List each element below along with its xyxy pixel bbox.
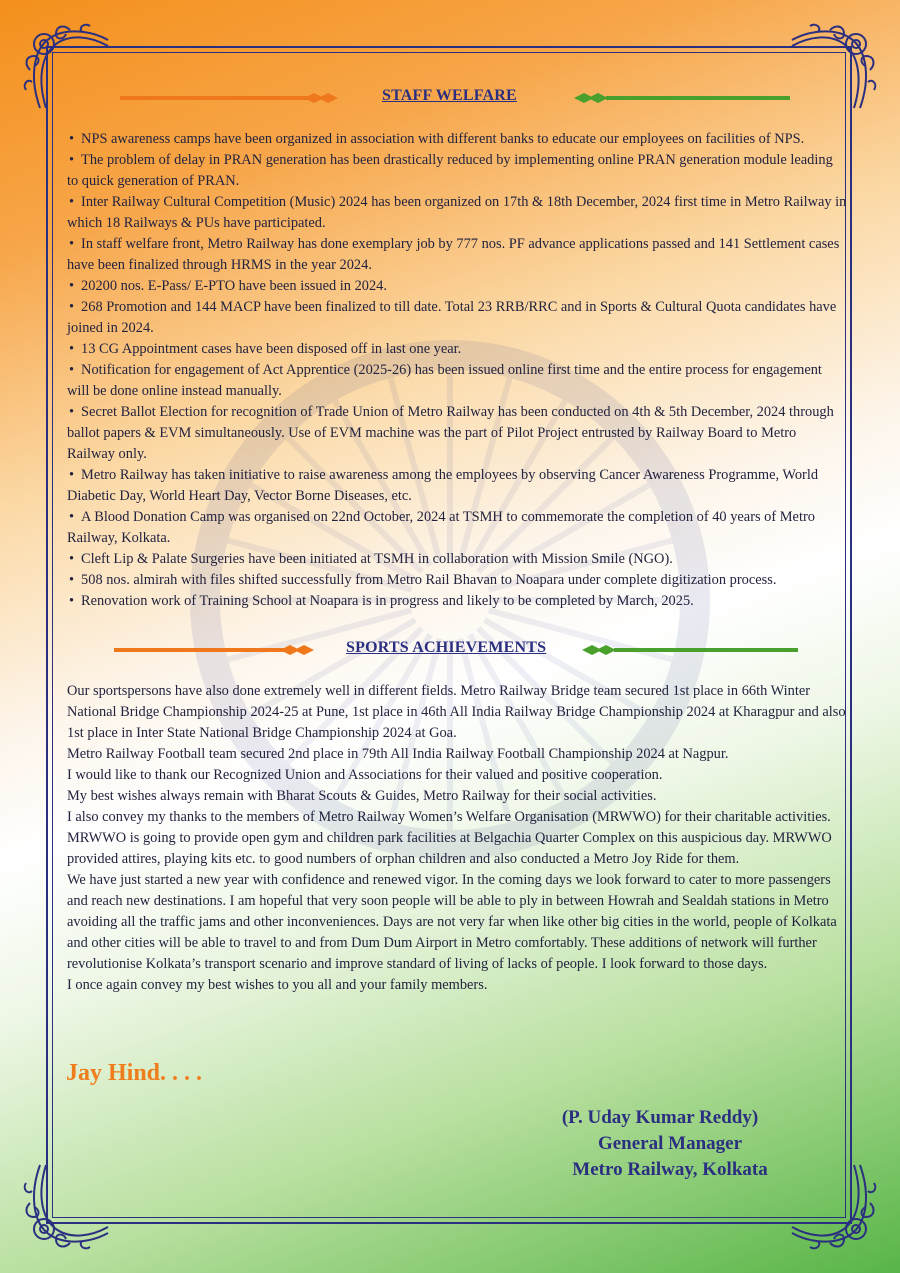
staff-welfare-list [67, 129, 847, 612]
green-rule [606, 96, 790, 100]
paragraph: I also convey my thanks to the members of Metro Railway Women’s Welfare Organisation (MRWWO) for their charitable activities. MRWWO is going to provide open gym and children park facilities at Belgachia Quarter Complex on this auspicious day. MRWWO provided attires, playing kits etc. to good numbers of orphan children and also conducted a Metro Joy Ride for them. [67, 809, 832, 867]
list-item: • 20200 nos. E-Pass/ E-PTO have been issued in 2024. [67, 276, 847, 297]
sports-body [67, 681, 847, 996]
staff-welfare-title: STAFF WELFARE [382, 87, 517, 104]
signature-block [520, 1105, 820, 1183]
green-rule [614, 648, 798, 652]
saffron-arrow-icon [304, 92, 338, 104]
saffron-arrow-icon [280, 644, 314, 656]
signatory-name: (P. Uday Kumar Reddy) [561, 1107, 759, 1128]
list-item: • NPS awareness camps have been organized in association with different banks to educate our employees on facilities of NPS. [67, 129, 847, 150]
green-arrow-icon [582, 644, 616, 656]
list-item: • Secret Ballot Election for recognition of Trade Union of Metro Railway has been conducted on 4th & 5th December, 2024 through ballot papers & EVM simultaneously. Use of EVM machine was the part of Pilot Project entrusted by Railway Board to Metro Railway only. [67, 402, 847, 465]
green-arrow-icon [574, 92, 608, 104]
staff-welfare-heading-row [0, 87, 900, 111]
list-item: • Notification for engagement of Act Apprentice (2025-26) has been issued online first time and the entire process for engagement will be done online instead manually. [67, 360, 847, 402]
paragraph: I would like to thank our Recognized Union and Associations for their valued and positive cooperation. [67, 767, 663, 783]
sports-title: SPORTS ACHIEVEMENTS [346, 639, 547, 656]
sports-heading-row [0, 639, 900, 663]
paragraph: I once again convey my best wishes to you all and your family members. [67, 977, 488, 993]
signatory-designation: General Manager [597, 1133, 743, 1154]
list-item: • A Blood Donation Camp was organised on 22nd October, 2024 at TSMH to commemorate the completion of 40 years of Metro Railway, Kolkata. [67, 507, 847, 549]
list-item: • 13 CG Appointment cases have been disposed off in last one year. [67, 339, 847, 360]
list-item: • In staff welfare front, Metro Railway has done exemplary job by 777 nos. PF advance applications passed and 141 Settlement cases have been finalized through HRMS in the year 2024. [67, 234, 847, 276]
jay-hind-salute: Jay Hind. . . . [66, 1060, 203, 1086]
paragraph: We have just started a new year with confidence and renewed vigor. In the coming days we look forward to cater to more passengers and reach new destinations. I am hopeful that very soon people will be able to ply in between Howrah and Sealdah stations in Metro avoiding all the traffic jams and other inconveniences. Days are not very far when like other big cities in the world, people of Kolkata and other cities will be able to travel to and from Dum Dum Airport in Metro comfortably. These additions of network will further revolutionise Kolkata’s transport scenario and improve standard of living of lacks of people. I look forward to those days. [67, 872, 837, 972]
corner-ornament-icon [20, 1161, 112, 1253]
list-item: • 268 Promotion and 144 MACP have been finalized to till date. Total 23 RRB/RRC and in Sports & Cultural Quota candidates have joined in 2024. [67, 297, 847, 339]
paragraph: My best wishes always remain with Bharat Scouts & Guides, Metro Railway for their social activities. [67, 788, 657, 804]
saffron-rule [114, 648, 286, 652]
paragraph: Our sportspersons have also done extremely well in different fields. Metro Railway Bridge team secured 1st place in 66th Winter National Bridge Championship 2024-25 at Pune, 1st place in 46th All India Railway Bridge Championship 2024 at Kharagpur and also 1st place in Inter State National Bridge Championship 2024 at Goa. [67, 683, 846, 741]
list-item: • The problem of delay in PRAN generation has been drastically reduced by implementing online PRAN generation module leading to quick generation of PRAN. [67, 150, 847, 192]
saffron-rule [120, 96, 310, 100]
list-item: • Cleft Lip & Palate Surgeries have been initiated at TSMH in collaboration with Mission Smile (NGO). [67, 549, 847, 570]
list-item: • Renovation work of Training School at Noapara is in progress and likely to be completed by March, 2025. [67, 591, 847, 612]
paragraph: Metro Railway Football team secured 2nd place in 79th All India Railway Football Championship 2024 at Nagpur. [67, 746, 729, 762]
list-item: • Metro Railway has taken initiative to raise awareness among the employees by observing Cancer Awareness Programme, World Diabetic Day, World Heart Day, Vector Borne Diseases, etc. [67, 465, 847, 507]
list-item: • Inter Railway Cultural Competition (Music) 2024 has been organized on 17th & 18th December, 2024 first time in Metro Railway in which 18 Railways & PUs have participated. [67, 192, 847, 234]
list-item: • 508 nos. almirah with files shifted successfully from Metro Rail Bhavan to Noapara under complete digitization process. [67, 570, 847, 591]
signatory-organization: Metro Railway, Kolkata [572, 1159, 768, 1180]
